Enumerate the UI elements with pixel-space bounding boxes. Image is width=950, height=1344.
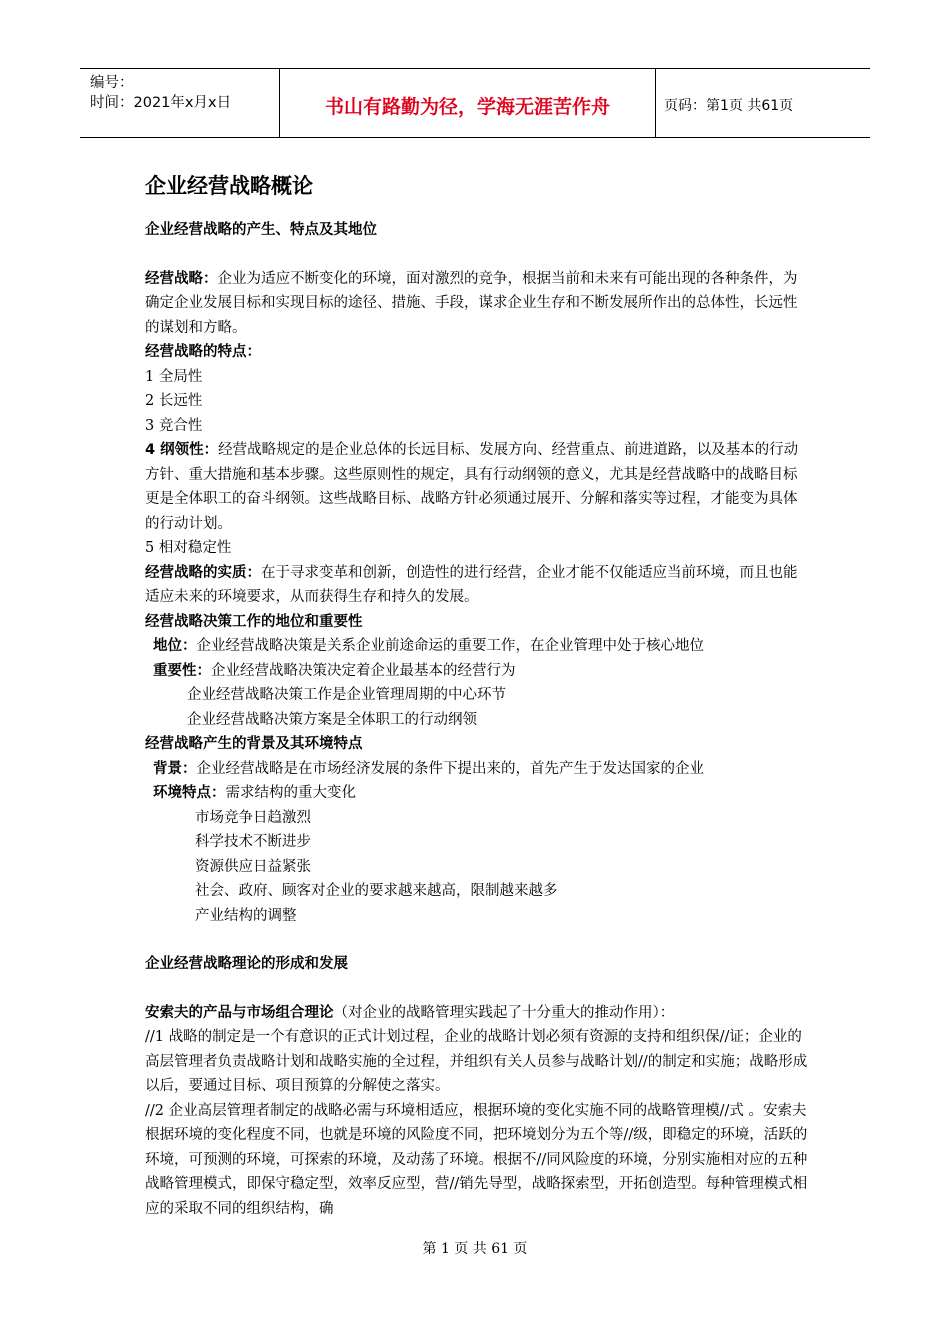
environment-item: 资源供应日益紧张	[195, 858, 311, 875]
definition-paragraph	[145, 267, 810, 341]
importance-line: 企业经营战略决策工作是企业管理周期的中心环节	[187, 687, 506, 703]
status-heading: 经营战略决策工作的地位和重要性	[145, 613, 363, 630]
ansoff-paragraph-2: //2 企业高层管理者制定的战略必需与环境相适应，根据环境的变化实施不同的战略管理模//式 。安索夫根据环境的变化程度不同，也就是环境的风险度不同，把环境划分为五个等//级，即稳定的环境，活跃的环境，可预测的环境，可探索的环境，及动荡了环境。根据不//同风险度的环境，分别实施相对应的五种战略管理模式，即保守稳定型，效率反应型，营//销先导型，战略探索型，开拓创造型。每种管理模式相应的采取不同的组织结构，确	[145, 1102, 808, 1217]
essence-label: 经营战略的实质：	[145, 564, 261, 581]
feature-item: 1 全局性	[145, 368, 203, 385]
features-heading: 经营战略的特点：	[145, 344, 261, 360]
environment-item: 科学技术不断进步	[195, 834, 311, 850]
definition-label: 经营战略：	[145, 270, 218, 287]
header-number-label: 编号：	[90, 75, 134, 91]
importance-line: 企业经营战略决策方案是全体职工的行动纲领	[187, 711, 477, 728]
ansoff-heading-line	[145, 1001, 810, 1026]
ansoff-paragraph-1: //1 战略的制定是一个有意识的正式计划过程，企业的战略计划必须有资源的支持和组织保//证；企业的高层管理者负责战略计划和战略实施的全过程，并组织有关人员参与战略计划//的制定和实施；战略形成以后，要通过目标、项目预算的分解使之落实。	[145, 1029, 808, 1094]
essence-paragraph	[145, 561, 810, 610]
feature-item	[145, 438, 810, 536]
essence-text: 在于寻求变革和创新，创造性的进行经营，企业才能不仅能适应当前环境，而且也能适应未来的环境要求，从而获得生存和持久的发展。	[145, 564, 798, 605]
environment-item: 产业结构的调整	[195, 907, 297, 924]
importance-label: 重要性：	[153, 662, 211, 679]
environment-label: 环境特点：	[153, 785, 226, 801]
ansoff-note: （对企业的战略管理实践起了十分重大的推动作用）：	[333, 1004, 675, 1021]
background-heading: 经营战略产生的背景及其环境特点	[145, 736, 363, 752]
importance-line	[145, 659, 810, 684]
header-date: 时间：2021年x月x日	[90, 95, 232, 111]
position-text: 企业经营战略决策是关系企业前途命运的重要工作，在企业管理中处于核心地位	[196, 638, 704, 654]
feature-item: 5 相对稳定性	[145, 540, 232, 556]
feature-item: 3 竞合性	[145, 417, 203, 434]
header-page-info: 页码：第1页 共61页	[664, 98, 794, 114]
background-line	[145, 757, 810, 782]
background-text: 企业经营战略是在市场经济发展的条件下提出来的，首先产生于发达国家的企业	[196, 760, 704, 777]
document-body	[145, 170, 810, 1221]
page-footer: 第 1 页 共 61 页	[422, 1241, 528, 1257]
background-label: 背景：	[153, 760, 197, 777]
header-meta	[80, 69, 280, 137]
feature-text: 经营战略规定的是企业总体的长远目标、发展方向、经营重点、前进道路，以及基本的行动方针、重大措施和基本步骤。这些原则性的规定，具有行动纲领的意义，尤其是经营战略中的战略目标更是全体职工的奋斗纲领。这些战略目标、战略方针必须通过展开、分解和落实等过程，才能变为具体的行动计划。	[145, 442, 799, 532]
position-label: 地位：	[153, 638, 197, 654]
environment-text: 需求结构的重大变化	[225, 785, 356, 801]
section-heading: 企业经营战略理论的形成和发展	[145, 956, 348, 972]
doc-title: 企业经营战略概论	[145, 174, 313, 198]
position-line	[145, 634, 810, 659]
definition-text: 企业为适应不断变化的环境，面对激烈的竞争，根据当前和未来有可能出现的各种条件，为确定企业发展目标和实现目标的途径、措施、手段，谋求企业生存和不断发展所作出的总体性，长远性的谋划和方略。	[145, 270, 798, 336]
environment-item: 社会、政府、顾客对企业的要求越来越高，限制越来越多	[195, 883, 558, 899]
section-heading: 企业经营战略的产生、特点及其地位	[145, 222, 377, 238]
feature-label: 4 纲领性：	[145, 442, 219, 458]
header-motto: 书山有路勤为径，学海无涯苦作舟	[280, 69, 656, 137]
page-header	[80, 68, 870, 138]
ansoff-label: 安索夫的产品与市场组合理论	[145, 1004, 334, 1021]
feature-item: 2 长远性	[145, 393, 203, 409]
importance-text: 企业经营战略决策决定着企业最基本的经营行为	[211, 662, 516, 679]
environment-line	[145, 781, 810, 806]
environment-item: 市场竞争日趋激烈	[195, 809, 311, 826]
